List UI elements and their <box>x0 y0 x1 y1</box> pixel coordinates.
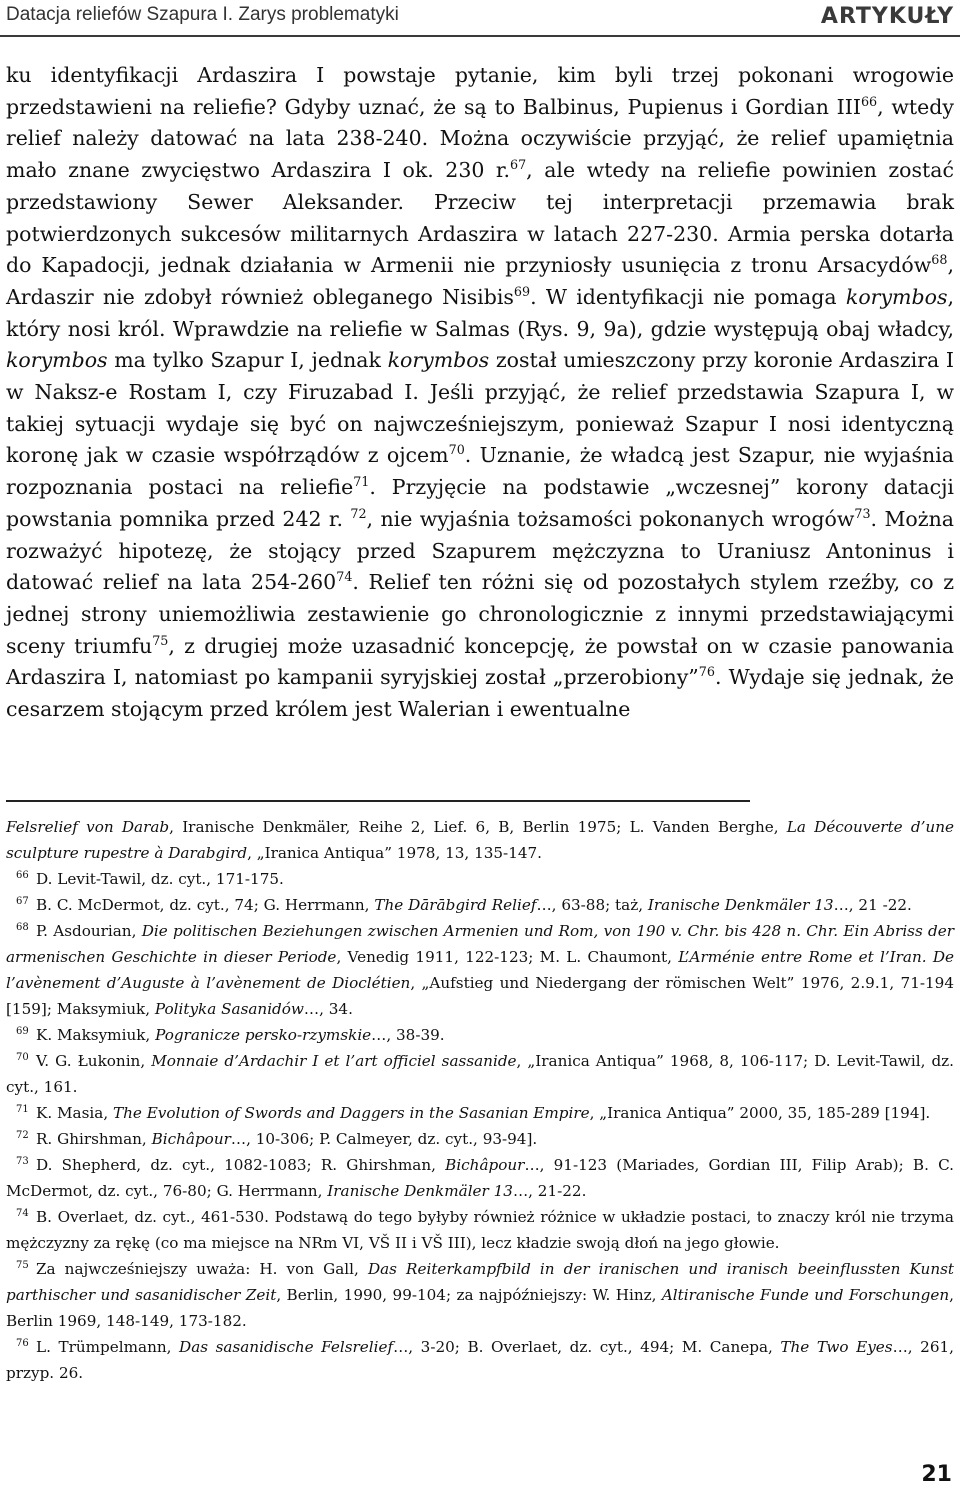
footnote-74: 74 B. Overlaet, dz. cyt., 461-530. Podstawą do tego byłyby również różnice w układzie postaci, to znaczy król nie trzyma mężczyzny za rękę (co ma miejsce na NRm VI, VŠ II i VŠ III), lecz kładzie swoją dłoń na jego głowie. <box>6 1207 954 1252</box>
italic-term: korymbos <box>387 348 490 373</box>
footnote-72: 72 R. Ghirshman, Bichâpour…, 10-306; P. Calmeyer, dz. cyt., 93-94]. <box>16 1129 538 1148</box>
footnote-ref: 74 <box>336 569 353 585</box>
footnote-69: 69 K. Maksymiuk, Pogranicze persko-rzymskie…, 38-39. <box>16 1025 445 1044</box>
footnote-73: 73 D. Shepherd, dz. cyt., 1082-1083; R. Ghirshman, Bichâpour…, 91-123 (Mariades, Gordian III, Filip Arab); B. C. McDermot, dz. cyt., 76-80; G. Herrmann, Iranische Denkmäler 13…, 21-22. <box>6 1155 954 1200</box>
footnote-75: 75 Za najwcześniejszy uważa: H. von Gall, Das Reiterkampfbild in der iranischen und iranisch beeinflussten Kunst parthischer und sasanidischer Zeit, Berlin, 1990, 99-104; za najpóźniejszy: W. Hinz, Altiranische Funde und Forschungen, Berlin 1969, 148-149, 173-182. <box>6 1259 954 1330</box>
footnote-ref: 66 <box>860 93 878 109</box>
footnote-ref: 70 <box>448 442 465 458</box>
footnote-76: 76 L. Trümpelmann, Das sasanidische Felsrelief…, 3-20; B. Overlaet, dz. cyt., 494; M. Canepa, The Two Eyes…, 261, przyp. 26. <box>6 1337 954 1382</box>
page-header <box>0 0 960 40</box>
running-title: Datacja reliefów Szapura I. Zarys problematyki <box>6 4 399 25</box>
footnote-ref: 68 <box>931 252 948 268</box>
footnote-66: 66 D. Levit-Tawil, dz. cyt., 171-175. <box>16 869 284 888</box>
footnote-70: 70 V. G. Łukonin, Monnaie d’Ardachir I et l’art officiel sassanide, „Iranica Antiqua” 1968, 8, 106-117; D. Levit-Tawil, dz. cyt., 161. <box>6 1051 954 1096</box>
footnote-68: 68 P. Asdourian, Die politischen Beziehungen zwischen Armenien und Rom, von 190 v. Chr. bis 428 n. Chr. Ein Abriss der armenischen Geschichte in dieser Periode, Venedig 1911, 122-123; M. L. Chaumont, L’Arménie entre Rome et l’Iran. De l’avènement d’Auguste à l’avènement de Dioclétien, „Aufstieg und Niedergang der römischen Welt” 1976, 2.9.1, 71-194 [159]; Maksymiuk, Polityka Sasanidów…, 34. <box>6 921 955 1018</box>
footnote-ref: 76 <box>698 664 715 680</box>
header-divider <box>0 35 960 37</box>
footnote-ref: 71 <box>353 474 370 490</box>
footnote-ref: 72 <box>350 506 367 522</box>
italic-term: korymbos <box>845 284 948 309</box>
body-paragraph: ku identyfikacji Ardaszira I powstaje pytanie, kim byli trzej pokonani wrogowie przedstawieni na reliefie? Gdyby uznać, że są to Balbinus, Pupienus i Gordian III$^{66}$, wtedy relief należy datować na lata 238-240. Można oczywiście przyjąć, że relief upamiętnia mało znane zwycięstwo Ardaszira I ok. 230 r.$^{67}$, ale wtedy na reliefie powinien zostać przedstawiony Sewer Aleksander. Przeciw tej interpretacji przemawia brak potwierdzonych sukcesów militarnych Ardaszira w latach 227-230. Armia perska dotarła do Kapadocji, jednak działania w Armenii nie przyniosły usunięcia z tronu Arsacydów$^{68}$, Ardaszir nie zdobył również obleganego Nisibis$^{69}$. W identyfikacji nie pomaga korymbos, który nosi król. Wprawdzie na reliefie w Salmas (Rys. 9, 9a), gdzie występują obaj władcy, korymbos ma tylko Szapur I, jednak korymbos został umieszczony przy koronie Ardaszira I w Naksz-e Rostam I, czy Firuzabad I. Jeśli przyjąć, że relief przedstawia Szapura I, w takiej sytuacji wydaje się być on najwcześniejszym, ponieważ Szapur I nosi identyczną koronę jak w czasie współrządów z ojcem$^{70}$. Uznanie, że władcą jest Szapur, nie wyjaśnia rozpoznania postaci na reliefie$^{71}$. Przyjęcie na podstawie „wczesnej” korony datacji powstania pomnika przed 242 r. $^{72}$, nie wyjaśnia tożsamości pokonanych wrogów$^{73}$. Można rozważyć hipotezę, że stojący przed Szapurem mężczyzna to Uraniusz Antoninus i datować relief na lata $254-260^{74}$. Relief ten różni się od pozostałych stylem rzeźby, co z jednej strony uniemożliwia zestawienie go chronologicznie z innymi przedstawiającymi sceny triumfu$^{75}$, z drugiej może uzasadnić koncepcję, że powstał on w czasie panowania Ardaszira I, natomiast po kampanii syryjskiej został „przerobiony”$^{76}$. Wydaje się jednak, że cesarzem stojącym przed królem jest Walerian i ewentualne <box>6 63 955 722</box>
footnote-ref: 67 <box>510 157 527 173</box>
footnote-ref: 69 <box>513 284 531 300</box>
footnote-ref: 75 <box>152 632 169 648</box>
main-text <box>6 60 954 726</box>
italic-term: korymbos <box>6 348 108 373</box>
footnotes <box>6 814 954 1386</box>
footnote-ref: 73 <box>854 506 871 522</box>
section-logo: ARTYKUŁY <box>820 4 954 29</box>
footnote-67: 67 B. C. McDermot, dz. cyt., 74; G. Herrmann, The Dārābgird Relief…, 63-88; taż, Iranische Denkmäler 13…, 21 -22. <box>16 895 912 914</box>
page-number: 21 <box>921 1462 952 1487</box>
footnote-continued: Felsrelief von Darab, Iranische Denkmäler, Reihe 2, Lief. 6, B, Berlin 1975; L. Vanden Berghe, La Découverte d’une sculpture rupestre à Darabgird, „Iranica Antiqua” 1978, 13, 135-147. <box>6 818 954 862</box>
footnote-71: 71 K. Masia, The Evolution of Swords and Daggers in the Sasanian Empire, „Iranica Antiqua” 2000, 35, 185-289 [194]. <box>16 1103 931 1122</box>
footnote-separator <box>6 800 750 802</box>
